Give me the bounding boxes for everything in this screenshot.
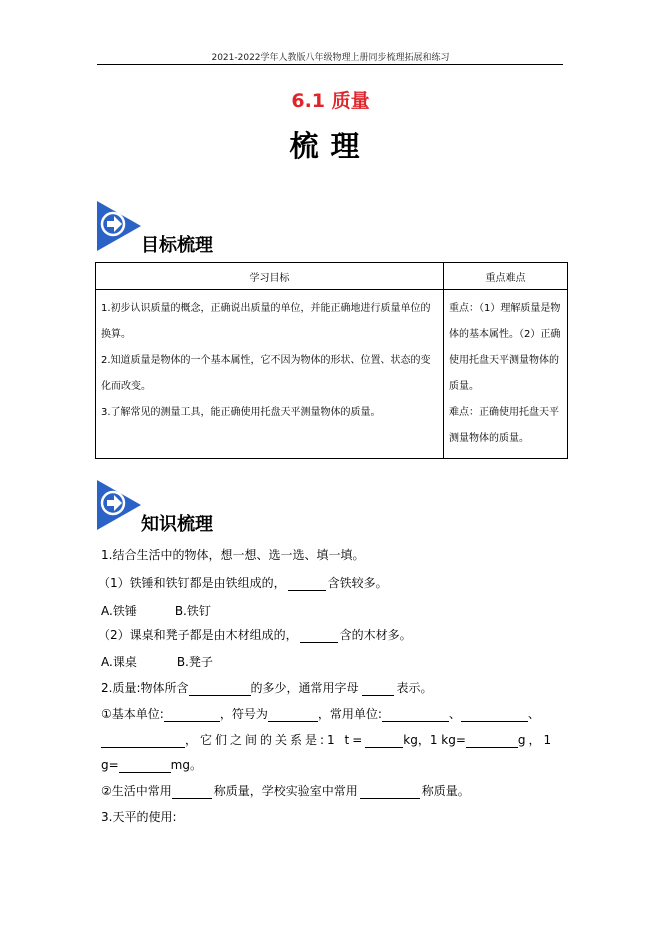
arrow-section-icon [97,480,141,530]
answer-blank[interactable] [382,709,449,722]
q2-text: 、 [448,707,461,721]
q3-text: 3.天平的使用: [101,810,177,824]
q2-text: 的多少，通常用字母 [250,681,359,695]
q1-intro: 1.结合生活中的物体，想一想、选一选、填一填。 [101,548,365,562]
q2-text: mg。 [170,758,202,772]
q1-sub1-text-end: 含铁较多。 [327,576,388,590]
q2-text: ，常用单位: [317,707,382,721]
option-a: A.课桌 [101,655,137,669]
answer-blank[interactable] [288,578,326,591]
q1-sub2-text-end: 含的木材多。 [339,628,412,642]
answer-blank[interactable] [461,709,528,722]
goal-item: 1.初步认识质量的概念，正确说出质量的单位，并能正确地进行质量单位的换算。 [101,303,431,340]
q1-sub2 [98,626,412,643]
q2-text: g，1 [517,733,555,747]
arrow-section-icon [97,201,141,251]
page-header: 2021-2022学年人教版八年级物理上册同步梳理拓展和练习 [211,53,450,63]
keypoints-column-header: 重点难点 [444,263,568,290]
q1-sub1-text: （1）铁锤和铁钉都是由铁组成的， [98,576,286,590]
q2-text: 称质量。 [421,784,470,798]
option-b: B.铁钉 [174,604,211,618]
q2-relation-line [101,731,554,748]
answer-blank[interactable] [360,786,420,799]
difficulty-text: 难点：正确使用托盘天平测量物体的质量。 [449,407,559,444]
header-divider [97,64,563,65]
q2-text: ，符号为 [219,707,268,721]
answer-blank[interactable] [172,786,212,799]
key-points-text: 重点：（1）理解质量是物体的基本属性。（2）正确使用托盘天平测量物体的质量。 [449,303,561,392]
answer-blank[interactable] [362,683,394,696]
answer-blank[interactable] [300,630,338,643]
q2-text: 、 [527,707,540,721]
answer-blank[interactable] [101,735,185,748]
q1-sub1 [98,574,388,591]
answer-blank[interactable] [164,709,220,722]
goal-item: 2.知道质量是物体的一个基本属性，它不因为物体的形状、位置、状态的变化而改变。 [101,355,431,392]
section-title-knowledge: 知识梳理 [141,514,213,535]
q2-units-line [101,705,540,722]
page-subtitle: 梳理 [289,129,372,163]
answer-blank[interactable] [189,683,251,696]
keypoints-cell [444,290,568,459]
section-title-goals: 目标梳理 [141,235,213,256]
q1-options-2 [101,653,213,670]
goals-cell [96,290,444,459]
page-title: 6.1 质量 [291,90,370,112]
q2-text: kg，1 kg= [403,733,466,747]
goals-column-header: 学习目标 [96,263,444,290]
answer-blank[interactable] [466,735,518,748]
q2-text: ，它们之间的关系是:1 t= [185,733,366,747]
q2-text: 称质量，学校实验室中常用 [213,784,358,798]
q2-text: ②生活中常用 [101,784,172,798]
answer-blank[interactable] [268,709,318,722]
q2-line [101,679,433,696]
q2-text: 表示。 [396,681,433,695]
q2-text: 2.质量:物体所含 [101,681,189,695]
q2-text: g= [101,758,119,772]
option-b: B.凳子 [176,655,213,669]
option-a: A.铁锤 [101,604,137,618]
answer-blank[interactable] [119,760,171,773]
q2-tools-line [101,782,470,799]
q2-relation-end [101,756,202,773]
goals-table [95,262,568,459]
q1-options-1 [101,602,211,619]
q1-sub2-text: （2）课桌和凳子都是由木材组成的， [98,628,298,642]
q2-text: ①基本单位: [101,707,164,721]
goal-item: 3.了解常见的测量工具，能正确使用托盘天平测量物体的质量。 [101,407,381,418]
answer-blank[interactable] [365,735,403,748]
